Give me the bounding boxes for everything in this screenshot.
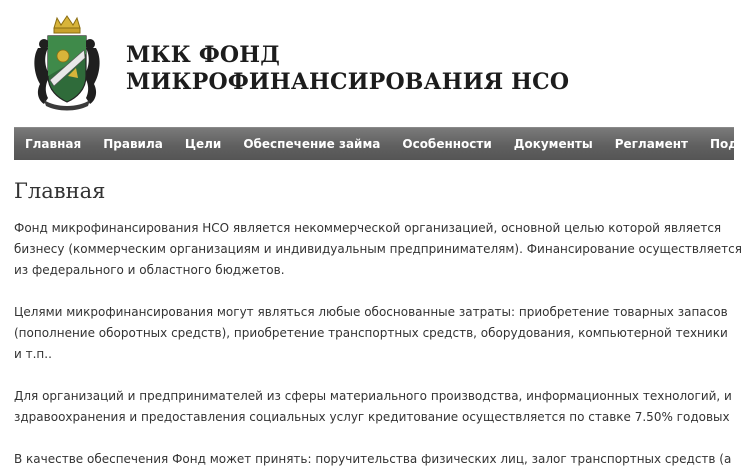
paragraph-line: из федерального и областного бюджетов. [14, 263, 285, 277]
nav-item-regulations[interactable]: Регламент [614, 136, 689, 151]
paragraph-line: и т.п.. [14, 347, 52, 361]
site-title-line2: МИКРОФИНАНСИРОВАНИЯ НСО [126, 69, 570, 95]
site-title-line1: МКК ФОНД [126, 42, 281, 68]
paragraph-line: В качестве обеспечения Фонд может принять: поручительства физических лиц, залог транспортных средств (а [14, 452, 732, 466]
nav-item-rules[interactable]: Правила [103, 136, 163, 151]
nav-item-documents[interactable]: Документы [513, 136, 593, 151]
paragraph-line: Фонд микрофинансирования НСО является некоммерческой организацией, основной целью которой является [14, 221, 722, 235]
paragraph-rates [14, 386, 754, 428]
site-title [126, 42, 569, 96]
paragraph-line: Для организаций и предпринимателей из сферы материального производства, информационных технологий, и [14, 389, 732, 403]
paragraph-security [14, 449, 754, 470]
paragraph-line: здравоохранения и предоставления социальных услуг кредитование осуществляется по ставке 7.50% годовых [14, 410, 730, 424]
page-title: Главная [14, 179, 106, 203]
paragraph-line: Целями микрофинансирования могут являться любые обоснованные затраты: приобретение товарных запасов [14, 305, 728, 319]
site-header [0, 0, 710, 126]
paragraph-goals [14, 302, 754, 365]
paragraph-line: (пополнение оборотных средств), приобретение транспортных средств, оборудования, компьютерной техники [14, 326, 728, 340]
nav-item-goals[interactable]: Цели [184, 136, 222, 151]
paragraph-intro [14, 218, 754, 281]
nav-item-loan-security[interactable]: Обеспечение займа [243, 136, 381, 151]
nav-item-truncated[interactable]: Под [710, 136, 738, 151]
nav-item-features[interactable]: Особенности [402, 136, 492, 151]
paragraph-line: бизнесу (коммерческим организациям и индивидуальным предпринимателям). Финансирование осуществляется [14, 242, 742, 256]
coat-of-arms-icon[interactable] [30, 14, 104, 110]
main-navigation [14, 127, 738, 160]
main-content [14, 176, 754, 470]
nav-item-home[interactable]: Главная [25, 136, 82, 151]
